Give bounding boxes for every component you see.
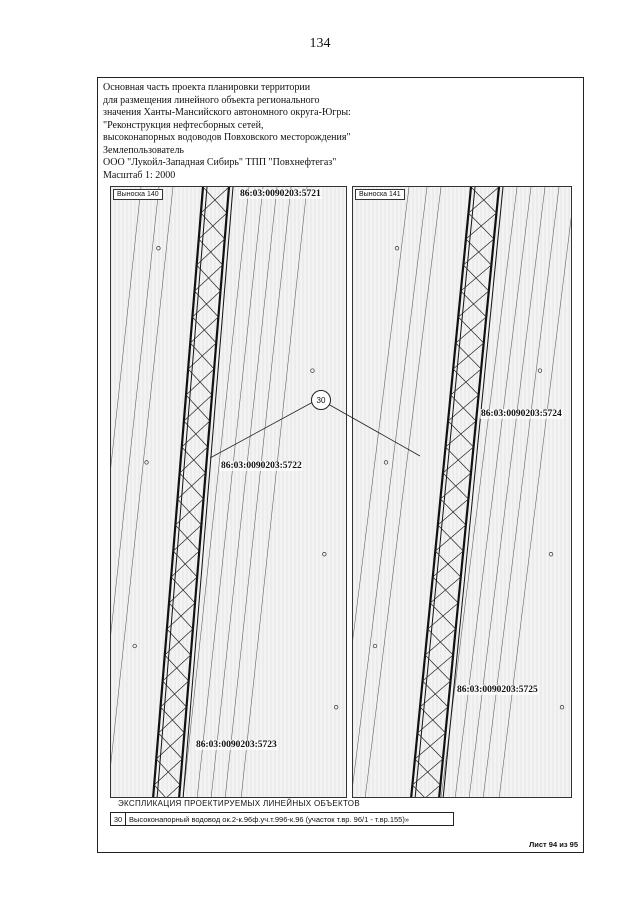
map-marker: [549, 552, 553, 556]
header-line: "Реконструкция нефтесборных сетей,: [103, 119, 264, 131]
hatch-line: [417, 707, 448, 733]
corridor-line: [157, 187, 207, 798]
header-line: для размещения линейного объекта регионального: [103, 94, 320, 106]
map-line: [469, 187, 545, 798]
map-line: [353, 187, 427, 798]
corridor-line: [153, 187, 203, 798]
parcel-label: 86:03:0090203:5722: [221, 461, 302, 471]
header-line: Основная часть проекта планировки территории: [103, 82, 311, 93]
hatch-line: [435, 525, 466, 551]
hatch-line: [197, 239, 225, 265]
hatch-line: [425, 629, 456, 655]
map-marker: [133, 644, 137, 648]
hatch-line: [158, 707, 186, 733]
hatch-line: [453, 343, 484, 369]
hatch-line: [423, 655, 454, 681]
hatch-line: [463, 239, 494, 265]
hatch-line: [182, 421, 210, 447]
hatch-line: [428, 603, 459, 629]
callout-tag-right: Выноска 141: [355, 189, 405, 200]
map-panel-right: [352, 186, 572, 798]
hatch-line: [192, 291, 220, 317]
explication-number: 30: [111, 813, 126, 825]
header-line: Масштаб 1: 2000: [103, 169, 176, 181]
header-line: значения Ханты-Мансийского автономного округа-Югры:: [103, 107, 351, 118]
hatch-line: [433, 551, 464, 577]
parcel-label: 86:03:0090203:5724: [481, 409, 562, 419]
header-line: Землепользователь: [103, 144, 184, 156]
page-number: 134: [309, 36, 331, 51]
hatch-line: [195, 265, 223, 291]
hatch-line: [161, 681, 189, 707]
hatch-line: [190, 317, 218, 343]
map-drawing-left: [111, 187, 347, 798]
hatch-line: [188, 343, 216, 369]
explication-row: [110, 812, 454, 826]
callout-circle: 30: [311, 390, 331, 410]
hatch-line: [154, 759, 182, 785]
map-marker: [538, 369, 542, 373]
header-line: ООО "Лукойл-Западная Сибирь" ТПП "Повхнефтегаз": [103, 157, 337, 168]
hatch-line: [184, 395, 212, 421]
hatch-line: [458, 291, 489, 317]
header-line: высоконапорных водоводов Повховского месторождения": [103, 132, 351, 143]
map-line: [365, 187, 441, 798]
map-marker: [384, 461, 388, 465]
hatch-line: [180, 447, 208, 473]
map-line: [111, 187, 173, 798]
hatch-line: [173, 525, 201, 551]
parcel-label: 86:03:0090203:5723: [196, 740, 277, 750]
hatch-line: [448, 395, 479, 421]
callout-tag-left: Выноска 140: [113, 189, 163, 200]
hatch-line: [175, 499, 203, 525]
hatch-line: [178, 473, 206, 499]
drawing-header: [103, 82, 351, 182]
sheet-label: Лист 94 из 95: [529, 840, 578, 849]
hatch-line: [451, 369, 482, 395]
map-marker: [560, 705, 564, 709]
map-drawing-right: [353, 187, 572, 798]
map-marker: [373, 644, 377, 648]
explication-text: Высоконапорный водовод ок.2-к.96ф.уч.т.996-к.96 (участок т.вр. 96/1 - т.вр.155)»: [129, 814, 410, 824]
map-panel-left: [110, 186, 347, 798]
explication-title: ЭКСПЛИКАЦИЯ ПРОЕКТИРУЕМЫХ ЛИНЕЙНЫХ ОБЪЕКТОВ: [118, 799, 360, 808]
hatch-line: [186, 369, 214, 395]
hatch-line: [156, 733, 184, 759]
hatch-line: [430, 577, 461, 603]
hatch-line: [420, 681, 451, 707]
corridor-line: [179, 187, 229, 798]
hatch-line: [456, 317, 487, 343]
map-marker: [157, 246, 161, 250]
hatch-line: [461, 265, 492, 291]
map-marker: [145, 461, 149, 465]
parcel-label: 86:03:0090203:5721: [240, 189, 321, 199]
parcel-label: 86:03:0090203:5725: [457, 685, 538, 695]
